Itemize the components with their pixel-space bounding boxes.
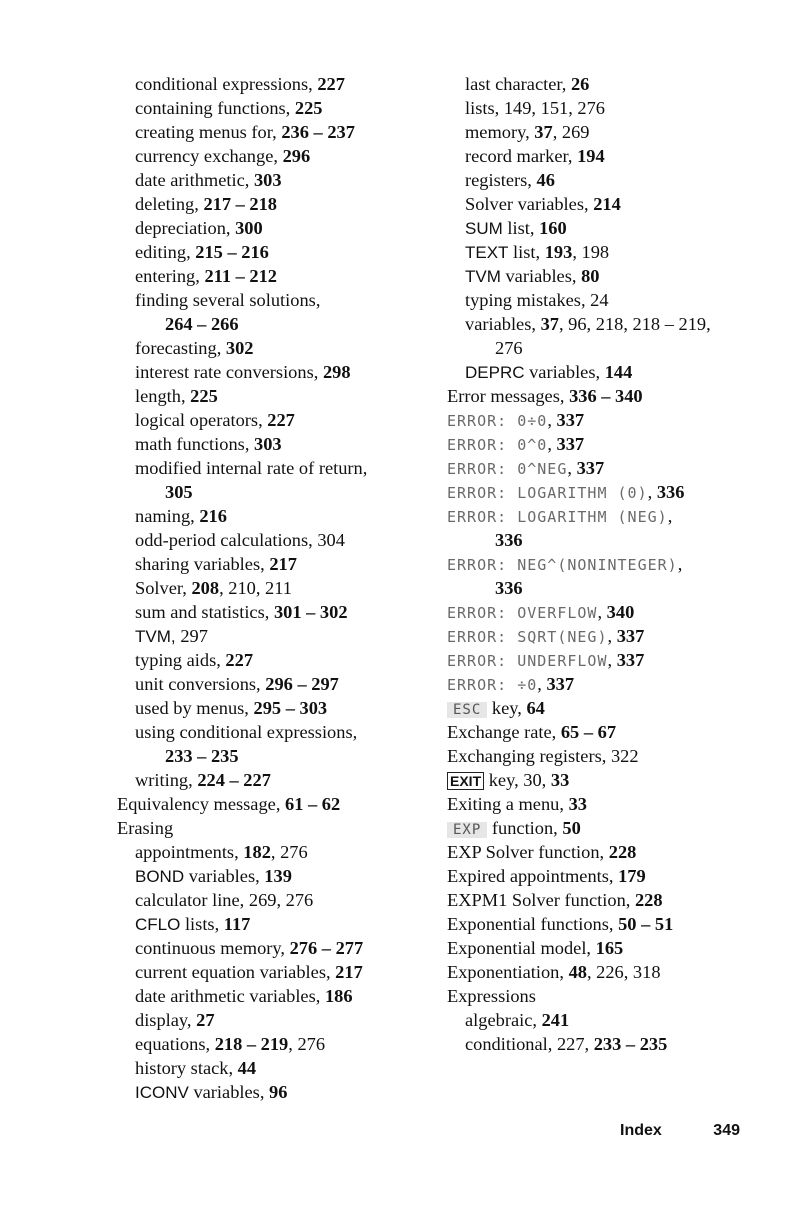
index-entry: [447, 576, 747, 600]
index-term: ERROR: 0÷0: [447, 412, 548, 430]
index-entry: [447, 816, 747, 840]
index-entry: [117, 840, 437, 864]
index-entry: [117, 888, 437, 912]
index-column-left: [117, 72, 437, 1104]
page-reference: 228: [634, 890, 663, 910]
index-entry: [117, 720, 437, 744]
index-term: Expired appointments,: [447, 866, 619, 886]
index-entry: [117, 648, 437, 672]
page-reference: 80: [581, 266, 600, 286]
page-reference: 233 – 235: [165, 746, 239, 766]
index-term: TEXT: [465, 243, 509, 262]
index-term: sum and statistics,: [135, 602, 274, 622]
menu-key-label: EXP: [447, 822, 487, 838]
page-number: 349: [713, 1122, 740, 1139]
index-entry: [117, 1032, 437, 1056]
page-reference: 296: [282, 146, 311, 166]
index-entry: [447, 648, 747, 672]
index-term: odd-period calculations,: [135, 530, 318, 550]
index-entry: [447, 312, 747, 336]
index-entry: [447, 792, 747, 816]
index-entry: [447, 288, 747, 312]
index-term: Exchanging registers,: [447, 746, 611, 766]
index-term: SUM: [465, 219, 503, 238]
index-term: registers,: [465, 170, 537, 190]
index-term: calculator line,: [135, 890, 249, 910]
index-term-suffix: list,: [508, 242, 545, 262]
page-reference: 182: [243, 842, 271, 862]
index-entry: [447, 432, 747, 456]
page-reference: 26: [570, 74, 590, 94]
index-entry: [447, 1032, 747, 1056]
index-term: algebraic,: [465, 1010, 542, 1030]
index-entry: [117, 408, 437, 432]
page-reference: 336: [656, 482, 685, 502]
index-term: TVM,: [135, 627, 181, 646]
index-term-suffix: variables,: [188, 1082, 270, 1102]
page-reference: 337: [576, 458, 605, 478]
index-term: typing aids,: [135, 650, 226, 670]
index-entry: [117, 144, 437, 168]
menu-key-label: ESC: [447, 702, 487, 718]
index-column-right: [447, 72, 747, 1056]
index-term-suffix: ,: [667, 506, 673, 526]
index-term: Exponential model,: [447, 938, 596, 958]
page-reference: 33: [550, 770, 570, 790]
page-reference: 233 – 235: [593, 1034, 668, 1054]
index-term-suffix: ,: [677, 554, 683, 574]
index-term-suffix: ,: [647, 482, 657, 502]
index-term: appointments,: [135, 842, 244, 862]
page-reference: 303: [254, 434, 282, 454]
index-term: conditional,: [465, 1034, 557, 1054]
page-reference: 65 – 67: [560, 722, 617, 742]
index-entry: [117, 792, 437, 816]
index-term: entering,: [135, 266, 205, 286]
page-reference: 215 – 216: [195, 242, 269, 262]
page-reference: 227: [317, 74, 345, 94]
index-entry: [447, 912, 747, 936]
index-entry: [447, 96, 747, 120]
index-entry: [117, 504, 437, 528]
index-entry: [447, 1008, 747, 1032]
index-term: forecasting,: [135, 338, 226, 358]
index-entry: [447, 624, 747, 648]
index-term: naming,: [135, 506, 200, 526]
index-entry: [447, 960, 747, 984]
index-term: DEPRC: [465, 363, 525, 382]
index-entry: [117, 696, 437, 720]
index-term: finding several solutions,: [135, 290, 321, 310]
index-term: unit conversions,: [135, 674, 266, 694]
index-term: conditional expressions,: [135, 74, 318, 94]
page-reference: 337: [616, 626, 645, 646]
index-entry: [447, 504, 747, 528]
index-term: ERROR: OVERFLOW: [447, 604, 598, 622]
page-reference: 340: [606, 602, 635, 622]
key-label: EXIT: [447, 772, 484, 790]
index-entry: [117, 864, 437, 888]
index-term: currency exchange,: [135, 146, 283, 166]
page-reference: 217 – 218: [203, 194, 277, 214]
index-term: ERROR: 0^NEG: [447, 460, 568, 478]
page-reference: 50: [562, 818, 581, 838]
page-reference: 322: [610, 746, 639, 766]
page-reference: 241: [541, 1010, 570, 1030]
index-entry: [447, 552, 747, 576]
page-reference: 225: [294, 98, 323, 118]
index-entry: [117, 360, 437, 384]
page-reference: , 210, 211: [219, 578, 292, 598]
index-entry: [117, 768, 437, 792]
index-term: ERROR: NEG^(NONINTEGER): [447, 556, 678, 574]
page-reference: 300: [235, 218, 263, 238]
index-entry: [447, 984, 747, 1008]
index-entry: [117, 1056, 437, 1080]
page-reference: 61 – 62: [285, 794, 341, 814]
page-reference: 216: [199, 506, 227, 526]
page-reference: 305: [165, 482, 193, 502]
index-term: Exchange rate,: [447, 722, 561, 742]
page-reference: 44: [237, 1058, 257, 1078]
index-term: math functions,: [135, 434, 255, 454]
index-entry: [447, 720, 747, 744]
page-reference: , 276: [288, 1034, 326, 1054]
index-term: creating menus for,: [135, 122, 282, 142]
index-term: EXPM1 Solver function,: [447, 890, 635, 910]
page-reference: 336 – 340: [569, 386, 643, 406]
page-reference: 37: [540, 314, 559, 334]
page-reference: , 269: [552, 122, 590, 142]
index-entry: [447, 600, 747, 624]
index-term-suffix: ,: [547, 434, 557, 454]
page-footer: [620, 1122, 750, 1146]
index-term: Exponentiation,: [447, 962, 569, 982]
page-reference: 218 – 219: [214, 1034, 289, 1054]
index-entry: [117, 96, 437, 120]
index-entry: [447, 936, 747, 960]
index-term: ERROR: LOGARITHM (NEG): [447, 508, 668, 526]
page-reference: 225: [190, 386, 218, 406]
index-entry: [117, 384, 437, 408]
page-reference: 179: [618, 866, 646, 886]
index-entry: [117, 336, 437, 360]
index-term: display,: [135, 1010, 197, 1030]
index-term-suffix: ,: [597, 602, 607, 622]
page-reference: 337: [616, 650, 645, 670]
index-entry: [117, 216, 437, 240]
index-entry: [117, 264, 437, 288]
index-term: last character,: [465, 74, 571, 94]
index-entry: [447, 192, 747, 216]
index-term: length,: [135, 386, 191, 406]
page-reference: 227,: [556, 1034, 594, 1054]
index-term: logical operators,: [135, 410, 268, 430]
index-term: date arithmetic,: [135, 170, 254, 190]
index-term: Solver,: [135, 578, 192, 598]
page-reference: 117: [223, 914, 251, 934]
index-entry: [117, 192, 437, 216]
index-entry: [117, 576, 437, 600]
index-entry: [117, 912, 437, 936]
page-reference: 193: [544, 242, 573, 262]
index-term: Exiting a menu,: [447, 794, 569, 814]
index-term: modified internal rate of return,: [135, 458, 368, 478]
page-reference: 336: [495, 578, 523, 598]
index-entry: [117, 288, 437, 312]
index-term: Solver variables,: [465, 194, 594, 214]
page-reference: 217: [269, 554, 297, 574]
index-term: equations,: [135, 1034, 215, 1054]
index-entry: [117, 120, 437, 144]
index-term: record marker,: [465, 146, 578, 166]
index-entry: [447, 168, 747, 192]
index-entry: [117, 312, 437, 336]
page-reference: 30,: [523, 770, 551, 790]
index-term: used by menus,: [135, 698, 254, 718]
index-term: BOND: [135, 867, 185, 886]
page-reference: 301 – 302: [273, 602, 348, 622]
index-entry: [117, 960, 437, 984]
index-term: continuous memory,: [135, 938, 290, 958]
index-term: editing,: [135, 242, 196, 262]
index-entry: [447, 480, 747, 504]
index-term: using conditional expressions,: [135, 722, 358, 742]
index-entry: [117, 816, 437, 840]
index-term: Equivalency message,: [117, 794, 286, 814]
page-reference: 194: [577, 146, 605, 166]
page-reference: 276 – 277: [289, 938, 364, 958]
page-reference: 144: [604, 362, 633, 382]
index-entry: [447, 528, 747, 552]
index-term: ERROR: 0^0: [447, 436, 548, 454]
index-term: deleting,: [135, 194, 204, 214]
index-term: Expressions: [447, 986, 536, 1006]
index-entry: [117, 456, 437, 480]
page-reference: 27: [196, 1010, 215, 1030]
page-reference: 139: [264, 866, 292, 886]
index-entry: [117, 1008, 437, 1032]
page-reference: 304: [317, 530, 345, 550]
index-entry: [447, 672, 747, 696]
index-entry: [447, 744, 747, 768]
page-reference: 337: [546, 674, 575, 694]
page-reference: 236 – 237: [281, 122, 355, 142]
index-term-suffix: key,: [484, 770, 524, 790]
index-term: ERROR: LOGARITHM (0): [447, 484, 648, 502]
page-reference: 228: [608, 842, 637, 862]
page-reference: 96: [269, 1082, 288, 1102]
index-entry: [447, 336, 747, 360]
page-reference: 276: [495, 338, 523, 358]
index-term: containing functions,: [135, 98, 295, 118]
page-reference: 298: [322, 362, 351, 382]
page-reference: 336: [495, 530, 523, 550]
index-term-suffix: ,: [547, 410, 557, 430]
index-term-suffix: ,: [607, 626, 617, 646]
page-reference: 296 – 297: [265, 674, 339, 694]
index-entry: [447, 144, 747, 168]
page-reference: , 276: [270, 842, 308, 862]
index-term: variables,: [465, 314, 541, 334]
index-term: ERROR: UNDERFLOW: [447, 652, 608, 670]
index-entry: [117, 168, 437, 192]
index-term: ERROR: SQRT(NEG): [447, 628, 608, 646]
page-reference: 46: [536, 170, 555, 190]
index-entry: [447, 72, 747, 96]
index-entry: [447, 864, 747, 888]
index-entry: [447, 120, 747, 144]
page-reference: 227: [267, 410, 295, 430]
page-reference: , 226, 318: [586, 962, 661, 982]
page-reference: , 96, 218, 218 – 219,: [558, 314, 711, 334]
page-reference: 295 – 303: [253, 698, 328, 718]
page-reference: 24: [590, 290, 609, 310]
index-term-suffix: ,: [567, 458, 577, 478]
page-reference: 211 – 212: [204, 266, 278, 286]
index-term: TVM: [465, 267, 501, 286]
index-term: Exponential functions,: [447, 914, 619, 934]
index-entry: [117, 72, 437, 96]
page-reference: 50 – 51: [618, 914, 674, 934]
index-entry: [117, 936, 437, 960]
page-reference: 337: [556, 434, 585, 454]
index-term: Error messages,: [447, 386, 570, 406]
page-reference: 64: [526, 698, 545, 718]
index-entry: [117, 240, 437, 264]
index-term: CFLO: [135, 915, 181, 934]
page-reference: 149, 151, 276: [503, 98, 605, 118]
index-entry: [117, 984, 437, 1008]
page-reference: 160: [539, 218, 567, 238]
index-entry: [447, 696, 747, 720]
index-term: date arithmetic variables,: [135, 986, 325, 1006]
page-reference: 224 – 227: [197, 770, 271, 790]
page-reference: 303: [253, 170, 282, 190]
index-entry: [447, 888, 747, 912]
page-reference: 227: [225, 650, 254, 670]
page-reference: 33: [568, 794, 587, 814]
page-reference: 214: [593, 194, 621, 214]
index-entry: [117, 480, 437, 504]
page-reference: 297: [180, 626, 208, 646]
footer-section-label: Index: [620, 1122, 662, 1139]
index-term: writing,: [135, 770, 198, 790]
page-reference: , 198: [572, 242, 610, 262]
index-term: interest rate conversions,: [135, 362, 323, 382]
page-reference: 302: [225, 338, 254, 358]
page-reference: 269, 276: [248, 890, 314, 910]
page-reference: 165: [595, 938, 624, 958]
index-entry: [447, 456, 747, 480]
index-term: typing mistakes,: [465, 290, 591, 310]
index-term: depreciation,: [135, 218, 236, 238]
index-entry: [447, 240, 747, 264]
page-reference: 217: [335, 962, 363, 982]
page-reference: 186: [324, 986, 353, 1006]
index-term-suffix: ,: [537, 674, 547, 694]
index-entry: [117, 672, 437, 696]
index-entry: [117, 432, 437, 456]
index-entry: [447, 360, 747, 384]
index-term: lists,: [465, 98, 504, 118]
index-entry: [117, 744, 437, 768]
index-term-suffix: variables,: [500, 266, 582, 286]
index-term: EXP Solver function,: [447, 842, 609, 862]
index-term: Erasing: [117, 818, 174, 838]
index-entry: [117, 624, 437, 648]
index-entry: [117, 552, 437, 576]
page-reference: 337: [556, 410, 585, 430]
index-term: ERROR: ÷0: [447, 676, 538, 694]
index-entry: [117, 528, 437, 552]
page-reference: 208: [191, 578, 220, 598]
index-term: memory,: [465, 122, 535, 142]
index-term-suffix: key,: [487, 698, 527, 718]
index-entry: [117, 1080, 437, 1104]
index-term: sharing variables,: [135, 554, 270, 574]
index-term: history stack,: [135, 1058, 238, 1078]
index-entry: [447, 768, 747, 792]
index-entry: [447, 408, 747, 432]
index-entry: [447, 216, 747, 240]
index-entry: [117, 600, 437, 624]
index-term: ICONV: [135, 1083, 189, 1102]
index-entry: [447, 384, 747, 408]
index-term-suffix: function,: [487, 818, 563, 838]
index-term-suffix: list,: [502, 218, 540, 238]
index-term-suffix: lists,: [180, 914, 224, 934]
index-term: current equation variables,: [135, 962, 336, 982]
index-entry: [447, 264, 747, 288]
page-reference: 37: [534, 122, 553, 142]
index-term-suffix: variables,: [524, 362, 605, 382]
index-term-suffix: ,: [607, 650, 617, 670]
index-term-suffix: variables,: [184, 866, 265, 886]
index-entry: [447, 840, 747, 864]
page-reference: 264 – 266: [165, 314, 239, 334]
page-reference: 48: [568, 962, 587, 982]
